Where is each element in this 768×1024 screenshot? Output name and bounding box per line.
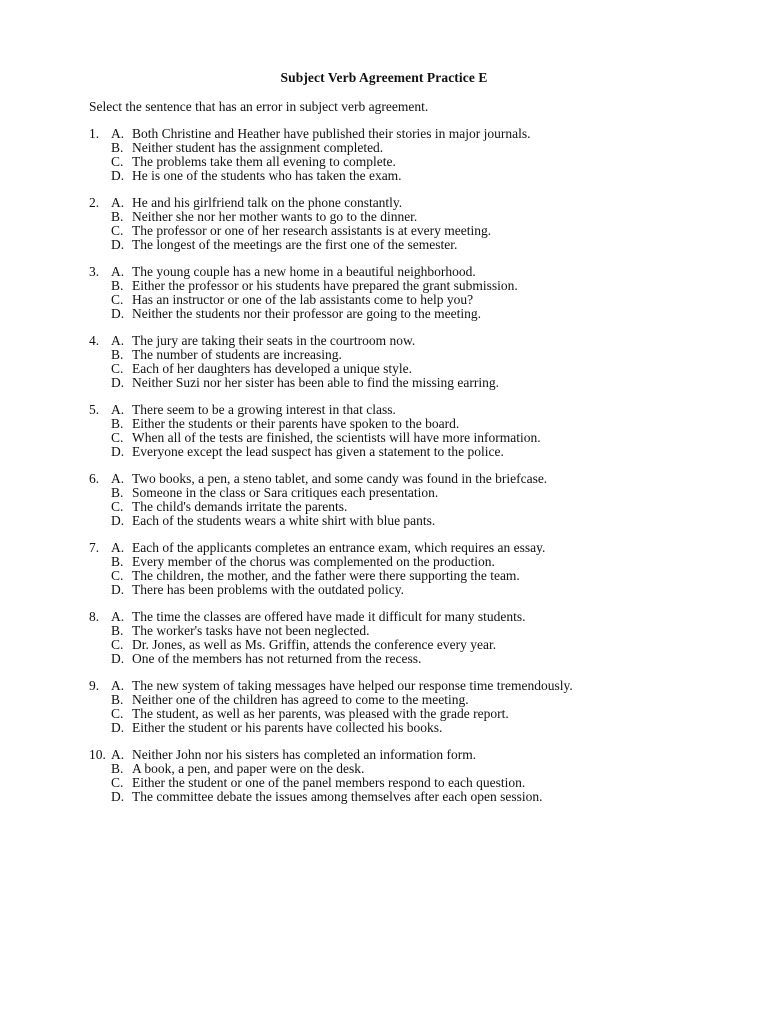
option-text: The children, the mother, and the father were there supporting the team. [132, 568, 520, 583]
option-text: The number of students are increasing. [132, 347, 342, 362]
question-3 [89, 265, 729, 321]
question-7 [89, 541, 729, 597]
question-7-option-1 [89, 541, 729, 555]
question-8 [89, 610, 729, 666]
question-2-option-1 [89, 196, 729, 210]
option-letter: D. [111, 582, 125, 597]
option-text: The jury are taking their seats in the courtroom now. [132, 333, 416, 348]
option-letter: B. [111, 278, 124, 293]
question-6-option-3 [89, 500, 729, 514]
question-5-option-4 [89, 445, 729, 459]
option-text: A book, a pen, and paper were on the desk. [132, 761, 365, 776]
question-9 [89, 679, 729, 735]
question-number: 10. [89, 747, 106, 762]
option-text: When all of the tests are finished, the scientists will have more information. [132, 430, 541, 445]
question-list [89, 127, 729, 817]
option-text: One of the members has not returned from the recess. [132, 651, 422, 666]
option-letter: A. [111, 678, 125, 693]
option-letter: C. [111, 775, 124, 790]
question-10-option-1 [89, 748, 729, 762]
question-2-option-3 [89, 224, 729, 238]
question-10-option-4 [89, 790, 729, 804]
option-letter: D. [111, 789, 125, 804]
option-letter: C. [111, 568, 124, 583]
option-letter: A. [111, 540, 125, 555]
question-number: 3. [89, 264, 100, 279]
option-text: Two books, a pen, a steno tablet, and some candy was found in the briefcase. [132, 471, 548, 486]
option-letter: B. [111, 485, 124, 500]
question-number: 9. [89, 678, 100, 693]
option-letter: D. [111, 513, 125, 528]
option-letter: A. [111, 264, 125, 279]
question-4 [89, 334, 729, 390]
option-letter: A. [111, 333, 125, 348]
question-2-option-4 [89, 238, 729, 252]
question-1-option-2 [89, 141, 729, 155]
question-7-option-2 [89, 555, 729, 569]
option-text: Either the student or one of the panel members respond to each question. [132, 775, 526, 790]
worksheet-instructions: Select the sentence that has an error in subject verb agreement. [89, 99, 429, 114]
option-letter: A. [111, 609, 125, 624]
option-text: Either the professor or his students have prepared the grant submission. [132, 278, 518, 293]
question-1-option-4 [89, 169, 729, 183]
option-letter: D. [111, 720, 125, 735]
question-number: 4. [89, 333, 100, 348]
option-text: The committee debate the issues among themselves after each open session. [132, 789, 543, 804]
question-4-option-2 [89, 348, 729, 362]
question-number: 6. [89, 471, 100, 486]
question-9-option-1 [89, 679, 729, 693]
question-5-option-1 [89, 403, 729, 417]
option-text: Each of her daughters has developed a unique style. [132, 361, 413, 376]
option-letter: D. [111, 651, 125, 666]
question-number: 2. [89, 195, 100, 210]
option-text: The young couple has a new home in a beautiful neighborhood. [132, 264, 476, 279]
option-text: Every member of the chorus was complemented on the production. [132, 554, 495, 569]
question-3-option-2 [89, 279, 729, 293]
option-text: Someone in the class or Sara critiques each presentation. [132, 485, 439, 500]
question-7-option-4 [89, 583, 729, 597]
option-text: There seem to be a growing interest in that class. [132, 402, 396, 417]
option-text: Both Christine and Heather have published their stories in major journals. [132, 126, 531, 141]
option-text: The professor or one of her research assistants is at every meeting. [132, 223, 492, 238]
question-5-option-3 [89, 431, 729, 445]
option-text: Everyone except the lead suspect has given a statement to the police. [132, 444, 504, 459]
option-letter: A. [111, 195, 125, 210]
question-3-option-4 [89, 307, 729, 321]
question-2 [89, 196, 729, 252]
question-8-option-1 [89, 610, 729, 624]
option-text: Either the students or their parents have spoken to the board. [132, 416, 460, 431]
option-text: Neither one of the children has agreed to come to the meeting. [132, 692, 469, 707]
option-letter: A. [111, 471, 125, 486]
option-letter: C. [111, 430, 124, 445]
question-2-option-2 [89, 210, 729, 224]
question-6-option-4 [89, 514, 729, 528]
option-text: The new system of taking messages have helped our response time tremendously. [132, 678, 573, 693]
question-number: 8. [89, 609, 100, 624]
option-letter: A. [111, 747, 125, 762]
question-7-option-3 [89, 569, 729, 583]
question-10 [89, 748, 729, 804]
option-text: He is one of the students who has taken the exam. [132, 168, 402, 183]
question-4-option-3 [89, 362, 729, 376]
question-6 [89, 472, 729, 528]
question-number: 7. [89, 540, 100, 555]
option-text: The longest of the meetings are the first one of the semester. [132, 237, 458, 252]
question-5-option-2 [89, 417, 729, 431]
question-10-option-3 [89, 776, 729, 790]
question-8-option-3 [89, 638, 729, 652]
option-text: The child's demands irritate the parents. [132, 499, 348, 514]
option-text: Neither the students nor their professor are going to the meeting. [132, 306, 482, 321]
question-1-option-3 [89, 155, 729, 169]
question-9-option-3 [89, 707, 729, 721]
option-letter: B. [111, 209, 124, 224]
question-9-option-2 [89, 693, 729, 707]
option-letter: D. [111, 306, 125, 321]
option-text: He and his girlfriend talk on the phone constantly. [132, 195, 403, 210]
question-9-option-4 [89, 721, 729, 735]
option-text: There has been problems with the outdated policy. [132, 582, 405, 597]
question-5 [89, 403, 729, 459]
question-1 [89, 127, 729, 183]
option-letter: B. [111, 416, 124, 431]
option-letter: D. [111, 444, 125, 459]
option-letter: C. [111, 637, 124, 652]
option-text: Dr. Jones, as well as Ms. Griffin, attends the conference every year. [132, 637, 497, 652]
option-letter: C. [111, 361, 124, 376]
option-letter: C. [111, 499, 124, 514]
option-letter: D. [111, 168, 125, 183]
option-text: The worker's tasks have not been neglected. [132, 623, 370, 638]
question-8-option-2 [89, 624, 729, 638]
question-1-option-1 [89, 127, 729, 141]
question-4-option-4 [89, 376, 729, 390]
option-text: Neither John nor his sisters has completed an information form. [132, 747, 477, 762]
question-8-option-4 [89, 652, 729, 666]
option-letter: C. [111, 706, 124, 721]
option-letter: A. [111, 402, 125, 417]
option-text: Neither student has the assignment completed. [132, 140, 384, 155]
option-letter: C. [111, 223, 124, 238]
question-number: 1. [89, 126, 100, 141]
option-letter: A. [111, 126, 125, 141]
question-6-option-1 [89, 472, 729, 486]
option-text: The student, as well as her parents, was pleased with the grade report. [132, 706, 509, 721]
option-letter: B. [111, 623, 124, 638]
option-letter: D. [111, 375, 125, 390]
worksheet-title: Subject Verb Agreement Practice E [280, 70, 488, 85]
question-4-option-1 [89, 334, 729, 348]
option-letter: D. [111, 237, 125, 252]
option-text: Either the student or his parents have collected his books. [132, 720, 443, 735]
question-10-option-2 [89, 762, 729, 776]
question-number: 5. [89, 402, 100, 417]
option-letter: B. [111, 140, 124, 155]
option-text: Neither she nor her mother wants to go to the dinner. [132, 209, 418, 224]
question-3-option-1 [89, 265, 729, 279]
option-letter: C. [111, 292, 124, 307]
option-text: Has an instructor or one of the lab assistants come to help you? [132, 292, 474, 307]
option-letter: B. [111, 692, 124, 707]
option-letter: B. [111, 347, 124, 362]
option-text: The problems take them all evening to complete. [132, 154, 396, 169]
option-text: Each of the students wears a white shirt with blue pants. [132, 513, 436, 528]
option-letter: B. [111, 554, 124, 569]
question-3-option-3 [89, 293, 729, 307]
option-letter: B. [111, 761, 124, 776]
option-letter: C. [111, 154, 124, 169]
option-text: The time the classes are offered have made it difficult for many students. [132, 609, 526, 624]
option-text: Neither Suzi nor her sister has been able to find the missing earring. [132, 375, 500, 390]
option-text: Each of the applicants completes an entrance exam, which requires an essay. [132, 540, 546, 555]
question-6-option-2 [89, 486, 729, 500]
